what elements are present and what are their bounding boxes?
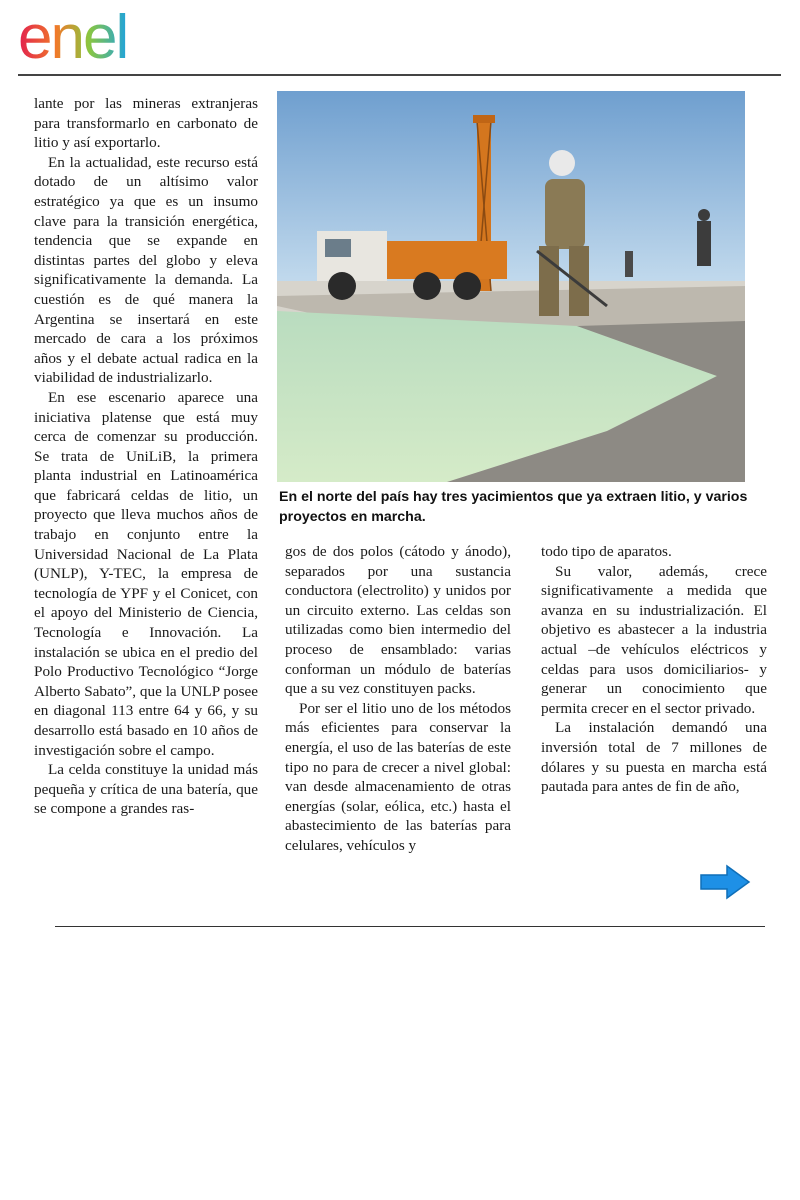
- paragraph: Su valor, además, crece significativamente a medida que avanza en su industrialización. El objetivo es abastecer a la industria actual –de vehículos eléctricos y celdas para usos domiciliarios- y generar un conocimiento que permita crecer en el sector privado.: [541, 562, 767, 717]
- paragraph: Por ser el litio uno de los métodos más eficientes para conservar la energía, el uso de las baterías de este tipo no para de crecer a nivel global: van desde almacenamiento de otras energías (solar, eólica, etc.) hasta el abastecimiento de las baterías para celulares, vehículos y: [285, 699, 511, 854]
- paragraph: gos de dos polos (cátodo y ánodo), separados por una sustancia conductora (electrolito) y unidos por un circuito externo. Las celdas son utilizadas como bien intermedio del proceso de ensamblado: varias conforman un módulo de baterías que a su vez constituyen packs.: [285, 543, 511, 698]
- photo-caption: En el norte del país hay tres yacimientos que ya extraen litio, y varios proyectos en marcha.: [279, 489, 748, 525]
- paragraph: La instalación demandó una inversión total de 7 millones de dólares y su puesta en marcha está pautada para antes de fin de año,: [541, 719, 767, 796]
- article-column-3: [541, 542, 767, 797]
- svg-text:enel: enel: [18, 6, 128, 68]
- header-divider: [18, 74, 781, 76]
- arrow-right-icon[interactable]: [699, 864, 751, 900]
- paragraph: lante por las mineras extranjeras para transformarlo en carbonato de litio y así exportarlo.: [34, 95, 258, 152]
- paragraph: En ese escenario aparece una iniciativa platense que está muy cerca de comenzar su producción. Se trata de UniLiB, la primera planta industrial en Latinoamérica que fabricará celdas de litio, un proyecto que lleva muchos años de trabajo en conjunto entre la Universidad Nacional de La Plata (UNLP), Y-TEC, la empresa de tecnología de YPF y el Conicet, con el apoyo del Ministerio de Ciencia, Tecnología e Innovación. La instalación se ubica en el predio del Polo Productivo Tecnológico “Jorge Alberto Sabato”, que la UNLP posee en diagonal 113 entre 64 y 66, y su desarrollo está basado en 10 años de investigación sobre el campo.: [34, 388, 258, 759]
- lithium-mine-photo: [277, 91, 745, 482]
- page-header: [0, 0, 800, 76]
- paragraph: todo tipo de aparatos.: [541, 543, 672, 560]
- paragraph: En la actualidad, este recurso está dotado de un altísimo valor estratégico ya que es un insumo clave para la transición energética, tendencia que se expande en distintas partes del globo y eleva significativamente la demanda. La cuestión es de qué manera la Argentina se insertará en este mercado de cara a los próximos años y el debate actual radica en la viabilidad de industrializarlo.: [34, 153, 258, 387]
- article-column-1: [34, 94, 258, 819]
- paragraph: La celda constituye la unidad más pequeña y crítica de una batería, que se compone a grandes ras-: [34, 761, 258, 818]
- enel-logo: [18, 6, 183, 68]
- footer-divider: [55, 926, 765, 927]
- article-column-2: [285, 542, 511, 856]
